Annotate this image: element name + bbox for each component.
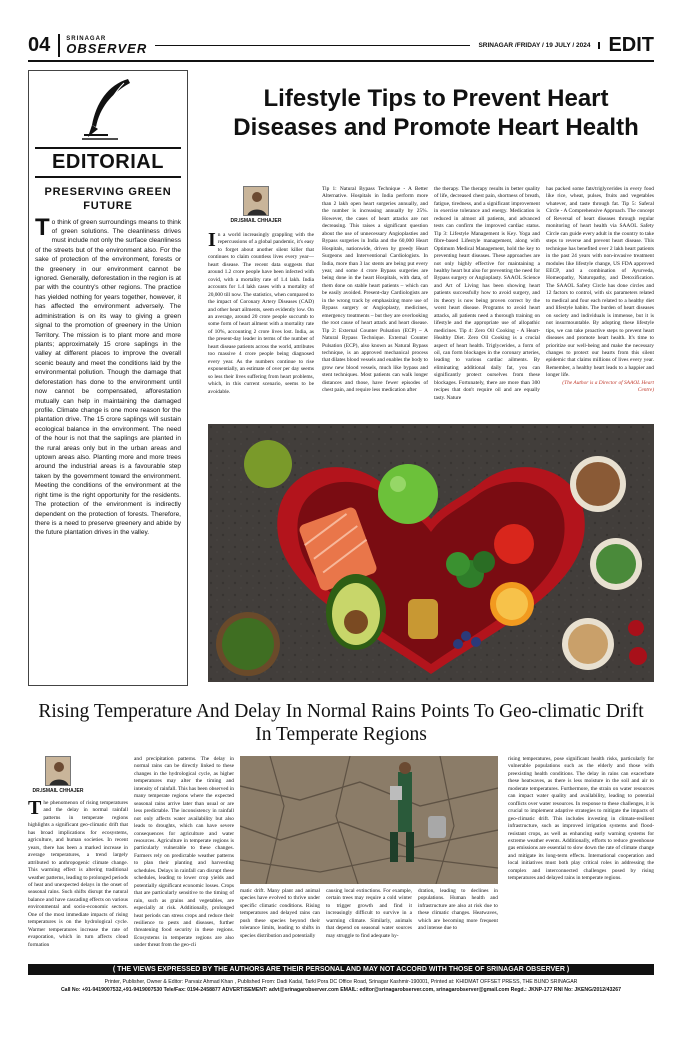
- article2-col4: [508, 756, 654, 964]
- article1-col3-text: the therapy. The therapy results in better quality of life, decreased chest pain, shortness of breath, fatigue, tiredness, and a significant improvement in exercise tolerance and energy. Medication is reduced in almost all patients, and advanced tests can confirm the improved cardiac status. Tip 3: Lifestyle Management is Key. Yoga and fibre-based Lifestyle management, along with Optimum Medical Management, hold the key to preventing heart diseases. These approaches are not only highly effective for maintaining a healthy heart but also for preventing the need for Bypass surgery or Angioplasty. SAAOL Science and Art of Living has been showing heart patients successfully how to avoid surgery, and its theory is now being proven correct by the worst heart disease. Programs to avoid heart attacks, all patients need a thorough training on lifestyle and the appropriate use of allopathic medicines. Tip 4: Zero Oil Cooking - A Heart-Healthy Diet. Zero Oil Cooking is a crucial aspect of heart health. Triglycerides, a form of oil, can form blockages in the coronary arteries, leading to various cardiac ailments. By eliminating additional daily fat, you can significantly protect ourselves from these blockages. Fortunately, there are more than 300 recipes that don't require oil and are equally tasty. Nature: [434, 186, 540, 401]
- article1-col4-text: has packed some fats/triglycerides in every food like rice, wheat, pulses, fruits and vegetables whatever, and taste through fat. Tip 5: Saferal Circle - A Comprehensive Approach. The concept of Reversal of heart diseases through regular monitoring of heart health via SAAOL Safety Circle can guide every adult in the country to take steps to reverse and prevent heart disease. This technique has benefited over 2 lakh heart patients in the past 24 years with non-invasive treatment modules like lifestyle change, US FDA approved EECP, and a combination of Ayurveda, Homeopathy, Naturopathy, and Detoxification. The SAAOL Safety Circle has done circles and 12 factors to control, with six parameters related to medical and four each related to a healthy diet and lifestyle habits. The burden of heart diseases on society and individuals is immense, but it is not insurmountable. By adopting these lifestyle tips, we can take proactive steps to prevent heart diseases and promote heart health. It's time to prioritize our well-being and make the necessary changes to protect our hearts from this silent epidemic that claims millions of lives every year. Remember, a healthy heart leads to a happier and longer life.: [546, 186, 654, 379]
- author-name: DR.ISMAIL CHHAJER: [230, 218, 282, 224]
- author-photo: [243, 186, 269, 216]
- article1-author: [208, 186, 304, 224]
- author2-name: DR.ISMAIL CHHAJER: [32, 788, 84, 794]
- article2-col3c: [418, 888, 498, 964]
- author-note: (The Author is a Director of SAAOL Heart Centre): [562, 379, 654, 394]
- imprint-line-1: Printer, Publisher, Owner & Editor: Parvaiz Ahmad Khan , Published From: Dadi Kadal, Tarki Pora DC Office Road, Srinagar Kashmir-190001, Printed at: KHIDMAT OFFSET PRESS, THE BUND SRINAGAR: [104, 979, 578, 985]
- article2-col4-text: rising temperatures, pose significant health risks, particularly for vulnerable populations such as the elderly and those with preexisting health conditions. The delay in rains can exacerbate these heatwaves, as there is less moisture in the soil and air to moderate temperatures. Furthermore, the strain on water resources can impact water quality and availability, leading to potential conflicts over water resources. In response to these challenges, it is crucial to implement adaptive strategies to mitigate the impacts of geo-climatic drift. This includes investing in climate-resilient infrastructure, such as improved irrigation systems and flood-resistant crops, as well as enhancing early warning systems for extreme weather events. Additionally, efforts to reduce greenhouse gas emissions are essential to slow down the rate of climate change and mitigate its long-term effects. International cooperation and local initiatives must both play critical roles in addressing the complex and interconnected challenges posed by rising temperatures and delayed rains in temperate regions.: [508, 756, 654, 882]
- article2-col2-text: and precipitation patterns. The delay in normal rains can be directly linked to these changes in the hydrological cycle, as higher temperatures may alter the timing and intensity of rainfall. This has been observed in many temperate regions where the expected seasonal rains arrive later than usual or are less predictable. The inconsistency in rainfall not only affects water availability but also leads to droughts, which can have severe consequences for agriculture and water resources. Agriculture in temperate regions is particularly vulnerable to these changes. Farmers rely on predictable weather patterns to plan their planting and harvesting schedules. Delays in rainfall can disrupt these schedules, leading to lower crop yields and potentially significant economic losses. Crops that are particularly sensitive to the timing of rain, such as grains and vegetables, are especially at risk. Additionally, prolonged heat periods can stress crops and reduce their resilience to pests and diseases, further threatening food security in these regions. Ecosystems in temperate regions are also under threat from the geo-cli: [134, 756, 234, 949]
- dateline: SRINAGAR /FRIDAY / 19 JULY / 2024: [478, 42, 600, 49]
- article1-col3: [434, 186, 540, 426]
- imprint-footer: [28, 978, 654, 995]
- editorial-dropcap: T: [35, 213, 50, 241]
- disclaimer-bar: ( THE VIEWS EXPRESSED BY THE AUTHORS ARE THEIR PERSONAL AND MAY NOT ACCORD WITH THOSE OF SRINAGAR OBSERVER ): [28, 964, 654, 975]
- quill-pen-icon: [78, 77, 138, 143]
- brand-logo: [60, 36, 147, 55]
- article2-author: [28, 756, 88, 794]
- article1-col2-text: Tip 1: Natural Bypass Technique - A Better Alternative. Hospitals in India perform more than 2 lakh open heart surgeries annually, and the number is increasing annually by 25%. However, the cases of heart attacks are not decreasing. This raises a significant question about the use of unnecessary Angioplasties and Bypass surgeries in India and the 60,000 Heart Hospitals, nationwide, driven by greedy Heart Surgeons and Interventional Cardiologists. In India, more than 3 lac stents are being put every year, and some 4 crore Bypass surgeries are being done in the heart Hospitals, with data, of them done on stable heart patients – which can be easily avoided. Present-day Cardiologists are in the wrong track by emphasizing more use of Bypass surgery or Angioplasty, medicines, emergency treatments – but they are overlooking the root cause of heart attack and heart disease. Tip 2: External Counter Pulsation (ECP) – A Natural Bypass Technique. External Counter Pulsation (ECP), also known as Natural Bypass technique, is an approved mechanical process that dilates blood vessels and enables the body to grow new blood vessels, much like bypass and stent techniques. Most patients can walk longer distances and those, have fewer episodes of chest pain, and require less medication after: [322, 186, 428, 394]
- header-rule: [155, 45, 470, 46]
- author-portrait-icon: [244, 187, 269, 216]
- page-number: 04: [28, 34, 60, 57]
- drought-field-image: [240, 756, 498, 884]
- article1-dropcap: I: [208, 232, 216, 251]
- editorial-body: [35, 213, 181, 538]
- masthead: [28, 30, 654, 62]
- brand-main: OBSERVER: [66, 40, 148, 56]
- author2-photo: [45, 756, 71, 786]
- article2-headline: Rising Temperature And Delay In Normal Rains Points To Geo-climatic Drift In Temperate Regions: [38, 701, 644, 746]
- brand-top: SRINAGAR: [66, 35, 107, 42]
- article2-col3a: [240, 888, 320, 964]
- article2-col2: [134, 756, 234, 964]
- article1-col2: [322, 186, 428, 426]
- editorial-text: o think of green surroundings means to think of green solutions. The cleanliness drives must include not only the surface cleanliness of the streets but of the environment also. For the sake of protection of the environment, forests or the greenery in our environment cannot be ignored. Generally, deforestation in the region is at par with the country's other regions. The practice has yielded nothing for years together, however, it has affected the environment adversely. The administration is on its way to giving a green signal to the promotion of greenery in the Union Territory. The mission is to plant more and more plants; approximately 15 crore saplings in the valley at different places to improve the overall scenic beauty and meet the conditions laid by the environmental pollution. Though the damage that deforestation has done to the environment until now cannot be compensated, afforestation mutually can help in maintaining the damaged profile. Climate change is one more reason for the plantation drive. The 15 crore saplings will sustain ecological balance in the environment. The need of the hour is not that the saplings are planted in the rural areas only but in the urban areas and uptown areas also. Planting more and more trees around the industrial areas is a favourable step taken by the government toward the environment. Meeting the conditions of the environment at the right time is the right opportunity for the residents. The protection of the environment is indirectly dependent on the protection of forests. Therefore, there is a need to preserve greenery and abide by the future plantation drives in the valley.: [35, 218, 181, 537]
- article2-col1-text: he phenomenon of rising temperatures and the delay in normal rainfall patterns in temperate regions highlights a significant geo-climatic drift that has broad implications for ecosystems, agriculture, and human societies. In recent years, there has been a marked increase in average temperatures, a trend largely attributed to anthropogenic climate change. This warming effect is altering traditional weather patterns, leading to prolonged periods of heat and unexpected delays in the onset of seasonal rains. Such shifts disrupt the natural balance and have cascading effects on various environmental and socio-economic sectors. One of the most immediate impacts of rising temperatures is on the hydrological cycle. Warmer temperatures increase the rate of evaporation, which in turn affects cloud formation: [28, 800, 128, 948]
- editorial-label: EDITORIAL: [35, 147, 181, 178]
- editorial-title: PRESERVING GREEN FUTURE: [44, 186, 172, 212]
- heart-healthy-food-image: [208, 424, 654, 682]
- article2-body: [28, 756, 654, 964]
- article1-col1-text: n a world increasingly grappling with the repercussions of a global pandemic, it's easy to forget about another silent killer that continues to claim countless lives every year—heart disease. The recent data suggests that around 1.2 crore people have been infected with covid, with a mortality rate of 1.4 lakh. India accounts for 1.4 lakh cases with a mortality of 20,000 till now. The statistics, when compared to the impact of Coronary Artery Diseases (CAD) and other heart ailments, seem evidently low. On an average, around 20 crore people succumb to some form of heart ailment with a mortality rate of 10%, accounting 2 crore lives lost. India, as the present-day leader in terms of the number of heart disease patients across the world, attributes too massive 4 crore people being diagnosed every year. As the numbers continue to rise exponentially, an estimate of over per day seems so less their lives suffering from heart problems, which, in this current scenario, seems to be avoidable.: [208, 232, 314, 395]
- article2-col3c-text: dration, leading to declines in populations. Human health and infrastructure are also at risk due to these climatic changes. Heatwaves, which are becoming more frequent and intense due to: [418, 888, 498, 932]
- article2-col1: [28, 800, 128, 964]
- article2-col3b: [326, 888, 412, 964]
- article1-body: [208, 186, 654, 426]
- article1-col1: [208, 232, 314, 426]
- article2-dropcap: T: [28, 800, 42, 819]
- article1-col4: [546, 186, 654, 426]
- editorial-column: [28, 70, 188, 686]
- article2-col3a-text: matic drift. Many plant and animal species have evolved to thrive under specific climatic conditions. Rising temperatures and delayed rains can push these species beyond their tolerance limits, leading to shifts in species distribution and potentially: [240, 888, 320, 939]
- author2-portrait-icon: [46, 757, 71, 786]
- article2-col3b-text: causing local extinctions. For example, certain trees may require a cold winter to trigger growth and find it increasingly difficult to survive in a warming climate. Similarly, animals that depend on seasonal water sources may struggle to find adequate hy-: [326, 888, 412, 939]
- section-label: EDIT: [608, 33, 654, 56]
- article1-headline: Lifestyle Tips to Prevent Heart Diseases and Promote Heart Health: [233, 85, 639, 142]
- imprint-line-2: Call No: +91-9419007532,+91-9419007530 Tele/Fax: 0194-2458877 ADVERTISEMENT: advt@srinagarobserver.com EMAIL: editor@srinagarobserver.com, srinagarobserver@gmail.com Regd.: JKNP-177 RNI No: JKENG/2012/43267: [60, 987, 622, 994]
